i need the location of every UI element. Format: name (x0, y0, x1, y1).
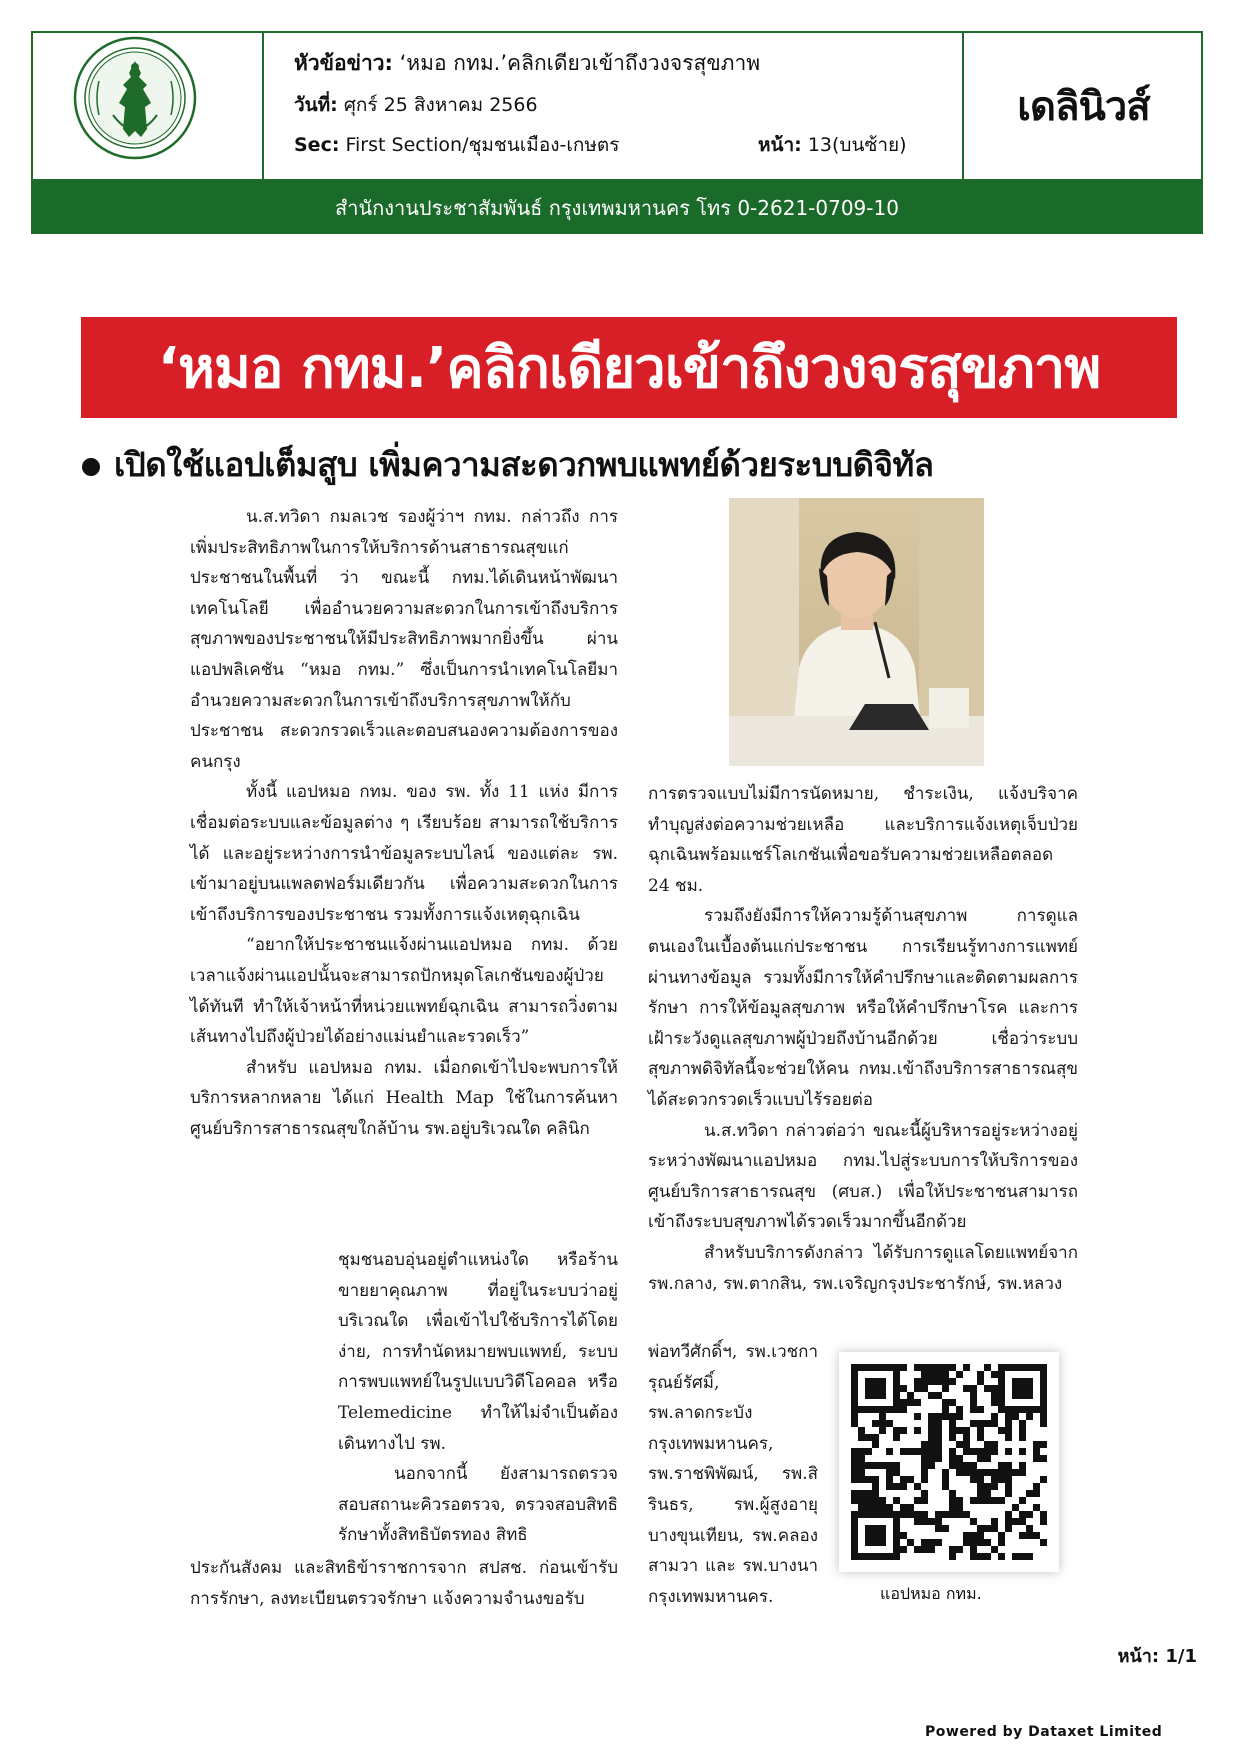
paragraph: นอกจากนี้ ยังสามารถตรวจสอบสถานะคิวรอตรวจ, ตรวจสอบสิทธิรักษาทั้งสิทธิบัตรทอง สิทธิ (338, 1464, 618, 1546)
section-label: Sec: (294, 134, 340, 156)
qr-code-icon (839, 1352, 1059, 1572)
brand-cell (962, 33, 1203, 179)
clipping-header (31, 31, 1203, 181)
topic-label: หัวข้อข่าว: (294, 51, 393, 75)
topic-row (294, 47, 760, 80)
subheadline-text: เปิดใช้แอปเต็มสูบ เพิ่มความสะดวกพบแพทย์ด้วยระบบดิจิทัล (114, 445, 934, 484)
newspaper-brand: เดลินิวส์ (1017, 84, 1150, 130)
logo-cell (33, 33, 264, 179)
article-column-left (190, 502, 618, 1144)
headline-text: ‘หมอ กทม.’คลิกเดียวเข้าถึงวงจรสุขภาพ (157, 336, 1101, 401)
qr-finder-mark (851, 1364, 900, 1413)
page-number-label: หน้า: (1117, 1646, 1160, 1667)
paragraph: สำหรับ แอปหมอ กทม. เมื่อกดเข้าไปจะพบการให้บริการหลากหลาย ได้แก่ Health Map ใช้ในการค้นหาศูนย์บริการสาธารณสุขใกล้บ้าน รพ.อยู่บริเวณใด คลินิก (190, 1057, 618, 1139)
page-number-value: 1/1 (1159, 1646, 1197, 1667)
powered-by: Powered by Dataxet Limited (925, 1724, 1163, 1740)
paragraph: พ่อทวีศักดิ์ฯ, รพ.เวชการุณย์รัศมิ์, รพ.ลาดกระบังกรุงเทพมหานคร, รพ.ราชพิพัฒน์, รพ.สิรินธร, รพ.ผู้สูงอายุบางขุนเทียน, รพ.คลองสามวา และ รพ.บางนากรุงเทพมหานคร. (648, 1342, 818, 1607)
info-cell (264, 33, 962, 179)
news-photo (729, 498, 984, 766)
paragraph: ประกันสังคม และสิทธิข้าราชการจาก สปสช. ก่อนเข้ารับการรักษา, ลงทะเบียนตรวจรักษา แจ้งความจำนงขอรับ (190, 1558, 618, 1609)
subheadline (82, 438, 1182, 491)
topic-value: ‘หมอ กทม.’คลิกเดียวเข้าถึงวงจรสุขภาพ (392, 51, 761, 75)
article-column-left-bottom (190, 1553, 618, 1614)
paragraph: น.ส.ทวิดา กล่าวต่อว่า ขณะนี้ผู้บริหารอยู่ระหว่างอยู่ระหว่างพัฒนาแอปหมอ กทม.ไปสู่ระบบการให้บริการของศูนย์บริการสาธารณสุข (ศบส.) เพื่อให้ประชาชนสามารถเข้าถึงระบบสุขภาพได้รวดเร็วมากขึ้นอีกด้วย (648, 1120, 1078, 1233)
paragraph: ชุมชนอบอุ่นอยู่ตำแหน่งใด หรือร้านขายยาคุณภาพ ที่อยู่ในระบบว่าอยู่บริเวณใด เพื่อเข้าไปใช้บริการได้โดยง่าย, การทำนัดหมายพบแพทย์, ระบบการพบแพทย์ในรูปแบบวิดีโอคอล หรือ Telemedicine ทำให้ไม่จำเป็นต้องเดินทางไป รพ. (338, 1250, 618, 1454)
section-row (294, 130, 619, 160)
page-row (758, 130, 907, 160)
date-row (294, 90, 538, 120)
qr-caption: แอปหมอ กทม. (880, 1584, 982, 1603)
date-label: วันที่: (294, 94, 338, 116)
page-label: หน้า: (758, 134, 802, 156)
office-bar (31, 181, 1203, 234)
bullet-icon (82, 458, 100, 476)
paragraph: ทั้งนี้ แอปหมอ กทม. ของ รพ. ทั้ง 11 แห่ง มีการเชื่อมต่อระบบและข้อมูลต่าง ๆ เรียบร้อย สามารถใช้บริการได้ และอยู่ระหว่างการนำข้อมูลระบบไลน์ ของแต่ละ รพ. เข้ามาอยู่บนแพลตฟอร์มเดียวกัน เพื่อความสะดวกในการเข้าถึงบริการของประชาชน รวมทั้งการแจ้งเหตุฉุกเฉิน (190, 782, 618, 925)
paragraph: “อยากให้ประชาชนแจ้งผ่านแอปหมอ กทม. ด้วย เวลาแจ้งผ่านแอปนั้นจะสามารถปักหมุดโลเกชันของผู้ป่วยได้ทันที ทำให้เจ้าหน้าที่หน่วยแพทย์ฉุกเฉิน สามารถวิ่งตามเส้นทางไปถึงผู้ป่วยได้อย่างแม่นยำและรวดเร็ว” (190, 935, 618, 1048)
headline (81, 317, 1177, 418)
article-column-right (648, 779, 1078, 1299)
office-text: สำนักงานประชาสัมพันธ์ กรุงเทพมหานคร โทร 0-2621-0709-10 (335, 195, 899, 220)
paragraph: น.ส.ทวิดา กมลเวช รองผู้ว่าฯ กทม. กล่าวถึง การเพิ่มประสิทธิภาพในการให้บริการด้านสาธารณสุขแก่ประชาชนในพื้นที่ ว่า ขณะนี้ กทม.ได้เดินหน้าพัฒนาเทคโนโลยี เพื่ออำนวยความสะดวกในการเข้าถึงบริการสุขภาพของประชาชนให้มีประสิทธิภาพมากยิ่งขึ้น ผ่านแอปพลิเคชัน “หมอ กทม.” ซึ่งเป็นการนำเทคโนโลยีมาอำนวยความสะดวกในการเข้าถึงบริการสุขภาพให้กับประชาชน สะดวกรวดเร็วและตอบสนองความต้องการของคนกรุง (190, 507, 618, 772)
paragraph: สำหรับบริการดังกล่าว ได้รับการดูแลโดยแพทย์จาก รพ.กลาง, รพ.ตากสิน, รพ.เจริญกรุงประชารักษ์, รพ.หลวง (648, 1242, 1078, 1294)
qr-finder-mark (998, 1364, 1047, 1413)
date-value: ศุกร์ 25 สิงหาคม 2566 (337, 94, 538, 116)
article-column-left-narrow (338, 1245, 618, 1551)
paragraph: การตรวจแบบไม่มีการนัดหมาย, ชำระเงิน, แจ้งบริจาคทำบุญส่งต่อความช่วยเหลือ และบริการแจ้งเหตุเจ็บป่วยฉุกเฉินพร้อมแชร์โลเกชันเพื่อขอรับความช่วยเหลือตลอด 24 ชม. (648, 784, 1078, 896)
qr-finder-mark (851, 1511, 900, 1560)
page-value: 13(บนซ้าย) (801, 134, 907, 156)
speaker-photo-icon (729, 498, 984, 766)
paragraph: รวมถึงยังมีการให้ความรู้ด้านสุขภาพ การดูแลตนเองในเบื้องต้นแก่ประชาชน การเรียนรู้ทางการแพทย์ผ่านทางข้อมูล รวมทั้งมีการให้คำปรึกษาและติดตามผลการรักษา การให้ข้อมูลสุขภาพ หรือให้คำปรึกษาโรค และการเฝ้าระวังดูแลสุขภาพผู้ป่วยถึงบ้านอีกด้วย เชื่อว่าระบบสุขภาพดิจิทัลนี้จะช่วยให้คน กทม.เข้าถึงบริการสาธารณสุขได้สะดวกรวดเร็วแบบไร้รอยต่อ (648, 906, 1078, 1110)
qr-code[interactable] (839, 1352, 1059, 1572)
article-column-right-narrow (648, 1337, 818, 1612)
bma-seal-icon (33, 33, 262, 179)
page-number (1118, 1641, 1197, 1670)
section-value: First Section/ชุมชนเมือง-เกษตร (339, 134, 620, 156)
